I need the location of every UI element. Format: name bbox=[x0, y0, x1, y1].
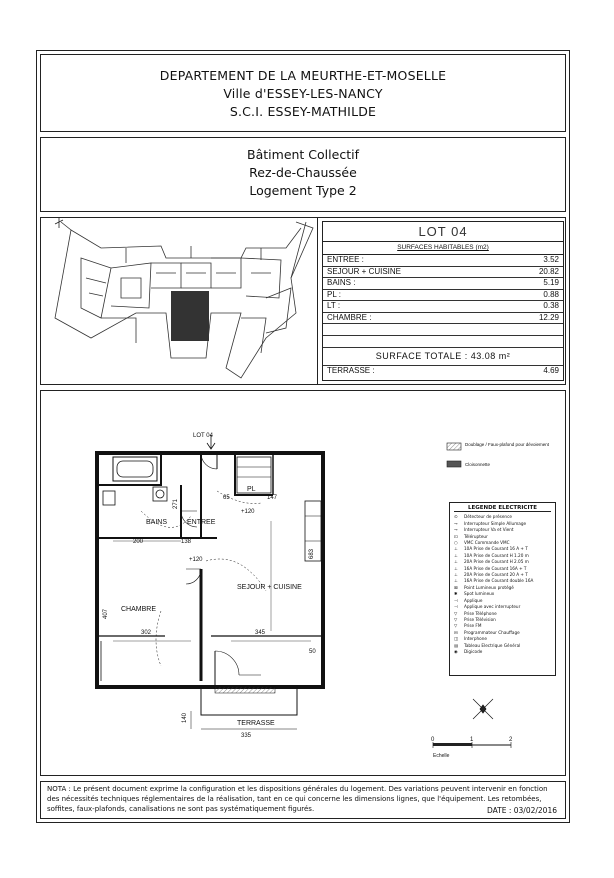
legend-item: ⊥ 10A Prise de Courant 16 A + T bbox=[454, 546, 528, 552]
table-row: SEJOUR + CUISINE 20.82 bbox=[323, 267, 563, 279]
legend-item: ▽ Prise Télévision bbox=[454, 616, 496, 622]
table-row: PL : 0.88 bbox=[323, 290, 563, 302]
summary-block bbox=[40, 217, 566, 385]
room-bains: BAINS bbox=[146, 519, 168, 526]
legend-item: ▽ Prise Téléphone bbox=[454, 610, 497, 616]
dimension: 65 bbox=[223, 495, 230, 501]
legend-item: ⊟ Programmateur Chauffage bbox=[454, 629, 520, 635]
room-chambre: CHAMBRE bbox=[121, 606, 157, 613]
legend-item: ○ VMC Commande VMC bbox=[454, 540, 510, 546]
legend-item: ◉ Digicode bbox=[454, 648, 483, 654]
terrace-row: TERRASSE : 4.69 bbox=[327, 366, 559, 375]
table-row: BAINS : 5.19 bbox=[323, 278, 563, 290]
legend-item: ⊥ 16A Prise de Courant double 16A bbox=[454, 578, 534, 584]
legend-item: ⊣ Applique avec interrupteur bbox=[454, 604, 521, 610]
surface-table bbox=[322, 221, 564, 381]
nota-block bbox=[40, 781, 566, 819]
dimension: 147 bbox=[267, 495, 278, 501]
legend-item: ⊡ Télérupteur bbox=[454, 533, 488, 539]
department-title: DEPARTEMENT DE LA MEURTHE-ET-MOSELLE bbox=[159, 68, 447, 83]
legend-item: ⊣ Applique bbox=[454, 597, 483, 603]
table-row-empty bbox=[323, 336, 563, 348]
dimension: 200 bbox=[133, 539, 144, 545]
electrical-legend bbox=[449, 502, 556, 676]
legend-item: ⊙ Détecteur de présence bbox=[454, 514, 512, 520]
building-type: Bâtiment Collectif bbox=[247, 147, 359, 162]
dwelling-type: Logement Type 2 bbox=[249, 183, 357, 198]
scale-label: Echelle bbox=[433, 753, 450, 759]
room-entree: ENTREE bbox=[187, 519, 216, 526]
city-title: Ville d'ESSEY-LES-NANCY bbox=[223, 86, 383, 101]
room-terrasse: TERRASSE bbox=[237, 720, 275, 727]
dimension: 345 bbox=[255, 630, 266, 636]
scale-2: 2 bbox=[509, 737, 513, 743]
legend-item: ⊥ 16A Prise de Courant 16A + T bbox=[454, 565, 527, 571]
table-row: LT : 0.38 bbox=[323, 301, 563, 313]
key-plan bbox=[41, 218, 318, 384]
legend-item: ⊥ 20A Prise de Courant 20 A + T bbox=[454, 572, 528, 578]
key-plan-drawing bbox=[41, 218, 317, 384]
legend-item: ▤ Tableau Electrique Général bbox=[454, 642, 521, 648]
scale-0: 0 bbox=[431, 737, 435, 743]
plan-lot-label: LOT 04 bbox=[193, 433, 213, 439]
room-pl: PL bbox=[247, 486, 256, 493]
legend-item: ✱ Spot lumineux bbox=[454, 591, 495, 597]
dimension: 50 bbox=[309, 649, 316, 655]
building-block bbox=[40, 137, 566, 212]
dimension: +120 bbox=[241, 509, 255, 515]
scale-1: 1 bbox=[470, 737, 474, 743]
legend-item: ⊸ Interrupteur Va et Vient bbox=[454, 527, 514, 533]
dimension: 302 bbox=[141, 630, 152, 636]
floor-level: Rez-de-Chaussée bbox=[249, 165, 357, 180]
dimension: 140 bbox=[182, 712, 188, 723]
total-surface: SURFACE TOTALE : 43.08 m² bbox=[323, 348, 563, 366]
lot-number: LOT 04 bbox=[323, 222, 563, 242]
legend-title: LEGENDE ELECTRICITE bbox=[454, 505, 551, 512]
dimension: +120 bbox=[189, 557, 203, 563]
floor-plan-block bbox=[40, 390, 566, 776]
document-date: DATE : 03/02/2016 bbox=[486, 806, 557, 815]
dimension: 271 bbox=[173, 498, 179, 509]
dimension: 138 bbox=[181, 539, 192, 545]
legend-item: ⊥ 20A Prise de Courant H 2.05 m bbox=[454, 559, 529, 565]
legend-item: ▽ Prise FM bbox=[454, 623, 482, 629]
legend-item: ⊸ Interrupteur Simple Allumage bbox=[454, 520, 527, 526]
company-title: S.C.I. ESSEY-MATHILDE bbox=[229, 104, 377, 119]
key-doublage: Doublage / Faux-plafond pour dévoiement bbox=[465, 442, 550, 447]
dimension: 683 bbox=[309, 548, 315, 559]
header-block bbox=[40, 54, 566, 132]
table-row: ENTREE : 3.52 bbox=[323, 255, 563, 267]
room-sejour: SEJOUR + CUISINE bbox=[237, 584, 302, 591]
dimension: 335 bbox=[241, 733, 252, 739]
legend-item: ⊥ 10A Prise de Courant H 1.20 m bbox=[454, 552, 529, 558]
highlighted-lot-04 bbox=[171, 291, 209, 341]
table-row-empty bbox=[323, 324, 563, 336]
surfaces-heading: SURFACES HABITABLES (m2) bbox=[323, 242, 563, 255]
legend-item: ⊠ Point Lumineux protégé bbox=[454, 584, 514, 590]
dimension: 407 bbox=[103, 608, 109, 619]
table-row: CHAMBRE : 12.29 bbox=[323, 313, 563, 325]
key-cloisonnette: Cloisonnette bbox=[465, 462, 491, 467]
nota-text: NOTA : Le présent document exprime la configuration et les dispositions générales du logement. Des variations peuvent intervenir en fonction des nécessités techniques réglementaires de la réalisation, tant en ce qui concerne les dimensions lignes, que l'équipement. Les retombées, soffites, faux-plafonds, canalisations ne sont pas systématiquement figurés. bbox=[47, 785, 548, 813]
legend-item: ◫ Interphone bbox=[454, 636, 487, 642]
